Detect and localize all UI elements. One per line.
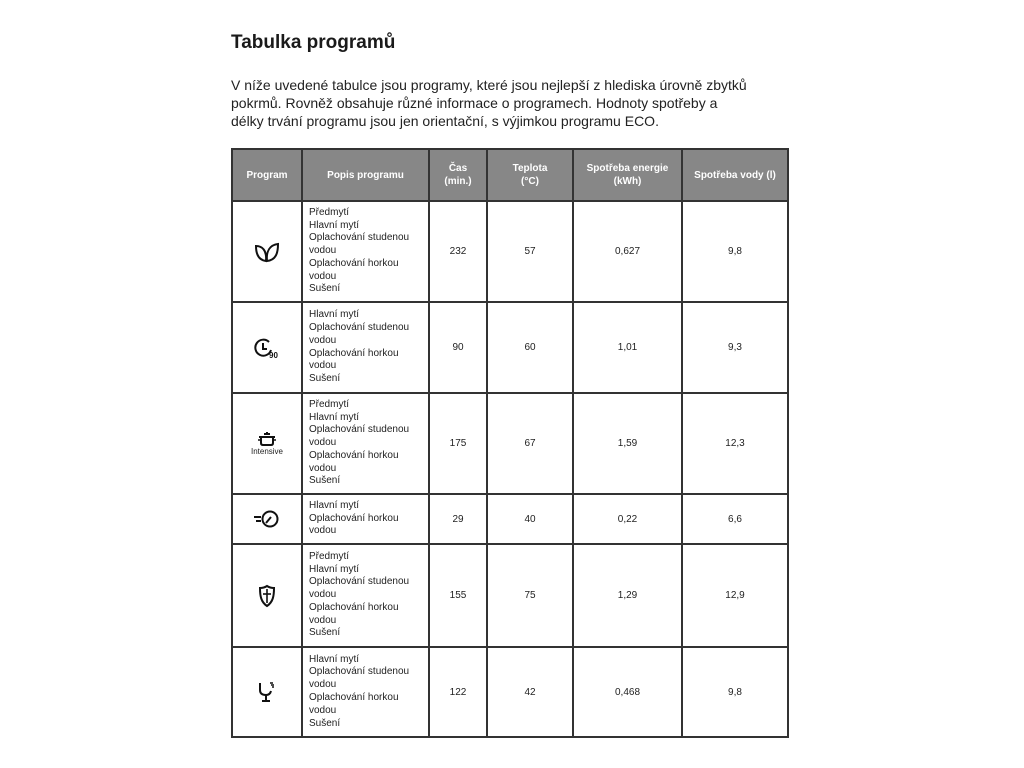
water-value: 9,3: [682, 302, 788, 393]
program-table: [231, 148, 789, 738]
intro-paragraph: [231, 76, 806, 130]
quick-clock-icon: [253, 509, 281, 529]
description-line: Oplachování studenou: [309, 666, 410, 678]
header-temperature-label: Teplota: [512, 163, 548, 174]
header-temperature-unit: (°C): [521, 176, 539, 187]
description-line: vodou: [309, 704, 337, 716]
intro-line: pokrmů. Rovněž obsahuje různé informace o programech. Hodnoty spotřeby a: [231, 95, 718, 111]
description-line: Hlavní mytí: [309, 563, 360, 575]
description-line: vodou: [309, 245, 337, 257]
description-line: Hlavní mytí: [309, 219, 360, 231]
description-line: Hlavní mytí: [309, 499, 360, 511]
time-value: 122: [429, 647, 487, 737]
description-line: Oplachování horkou: [309, 449, 399, 461]
description-line: Hlavní mytí: [309, 411, 360, 423]
description-line: Oplachování studenou: [309, 576, 410, 588]
table-header-row: [232, 149, 788, 201]
table-row: [232, 647, 788, 737]
water-value: 6,6: [682, 494, 788, 544]
intensive-pot-icon: [256, 431, 278, 447]
description-line: Předmytí: [309, 206, 350, 218]
program-icon-cell: [232, 494, 302, 544]
header-energy: [573, 149, 682, 201]
program-description: [302, 647, 429, 737]
description-line: vodou: [309, 270, 337, 282]
description-line: Předmytí: [309, 550, 350, 562]
description-line: Hlavní mytí: [309, 653, 360, 665]
description-line: Sušení: [309, 373, 341, 385]
description-line: vodou: [309, 437, 337, 449]
header-energy-unit: (kWh): [613, 176, 642, 187]
water-value: 9,8: [682, 647, 788, 737]
header-time-label: Čas: [448, 163, 468, 174]
header-time-unit: (min.): [444, 176, 472, 187]
description-line: Oplachování horkou: [309, 257, 399, 269]
time-value: 90: [429, 302, 487, 393]
program-description: [302, 201, 429, 302]
energy-value: 1,59: [573, 393, 682, 494]
water-value: 12,9: [682, 544, 788, 647]
program-icon-cell: [232, 302, 302, 393]
description-line: Oplachování horkou: [309, 692, 399, 703]
table-row: [232, 302, 788, 393]
description-line: Oplachování studenou: [309, 424, 410, 436]
table-row: [232, 201, 788, 302]
intro-line: délky trvání programu jsou jen orientační, s výjimkou programu ECO.: [231, 113, 659, 129]
time-value: 29: [429, 494, 487, 544]
temperature-value: 57: [487, 201, 573, 302]
description-line: Oplachování horkou: [309, 347, 399, 359]
program-description: [302, 393, 429, 494]
energy-value: 0,468: [573, 647, 682, 737]
table-row: [232, 494, 788, 544]
program-description: [302, 544, 429, 647]
intro-line: V níže uvedené tabulce jsou programy, které jsou nejlepší z hlediska úrovně zbytků: [231, 77, 747, 93]
description-line: Sušení: [309, 717, 341, 729]
intensive-label: Intensive: [250, 447, 284, 456]
description-line: Sušení: [309, 283, 341, 295]
description-line: vodou: [309, 614, 337, 626]
description-line: Předmytí: [309, 398, 350, 410]
temperature-value: 42: [487, 647, 573, 737]
description-line: Oplachování horkou: [309, 512, 399, 524]
time-value: 232: [429, 201, 487, 302]
description-line: vodou: [309, 360, 337, 372]
description-line: vodou: [309, 679, 337, 691]
description-line: Oplachování studenou: [309, 232, 410, 244]
header-energy-label: Spotřeba energie: [586, 163, 669, 174]
header-time: [429, 149, 487, 201]
header-temperature: [487, 149, 573, 201]
clock-90-label: 90: [269, 350, 278, 360]
page-title: Tabulka programů: [231, 32, 396, 53]
description-line: vodou: [309, 334, 337, 346]
description-line: Hlavní mytí: [309, 309, 360, 321]
eco-leaf-icon: [254, 241, 280, 263]
header-description: Popis programu: [302, 149, 429, 201]
energy-value: 1,01: [573, 302, 682, 393]
program-icon-cell: [232, 647, 302, 737]
table-row: [232, 544, 788, 647]
temperature-value: 67: [487, 393, 573, 494]
water-value: 12,3: [682, 393, 788, 494]
hygiene-shield-icon: [257, 584, 277, 608]
description-line: Sušení: [309, 627, 341, 639]
temperature-value: 60: [487, 302, 573, 393]
program-icon-cell: [232, 393, 302, 494]
description-line: vodou: [309, 462, 337, 474]
description-line: Sušení: [309, 475, 341, 487]
description-line: Oplachování horkou: [309, 601, 399, 613]
program-icon-cell: [232, 201, 302, 302]
header-water: Spotřeba vody (l): [682, 149, 788, 201]
header-program: Program: [232, 149, 302, 201]
time-value: 175: [429, 393, 487, 494]
water-value: 9,8: [682, 201, 788, 302]
description-line: Oplachování studenou: [309, 321, 410, 333]
description-line: vodou: [309, 589, 337, 601]
glass-icon: [256, 680, 278, 704]
energy-value: 0,627: [573, 201, 682, 302]
document-page: [231, 30, 791, 729]
program-description: [302, 302, 429, 393]
temperature-value: 40: [487, 494, 573, 544]
energy-value: 0,22: [573, 494, 682, 544]
program-icon-cell: [232, 544, 302, 647]
temperature-value: 75: [487, 544, 573, 647]
energy-value: 1,29: [573, 544, 682, 647]
clock-90-icon: [253, 336, 281, 360]
program-description: [302, 494, 429, 544]
table-row: [232, 393, 788, 494]
time-value: 155: [429, 544, 487, 647]
description-line: vodou: [309, 525, 337, 537]
